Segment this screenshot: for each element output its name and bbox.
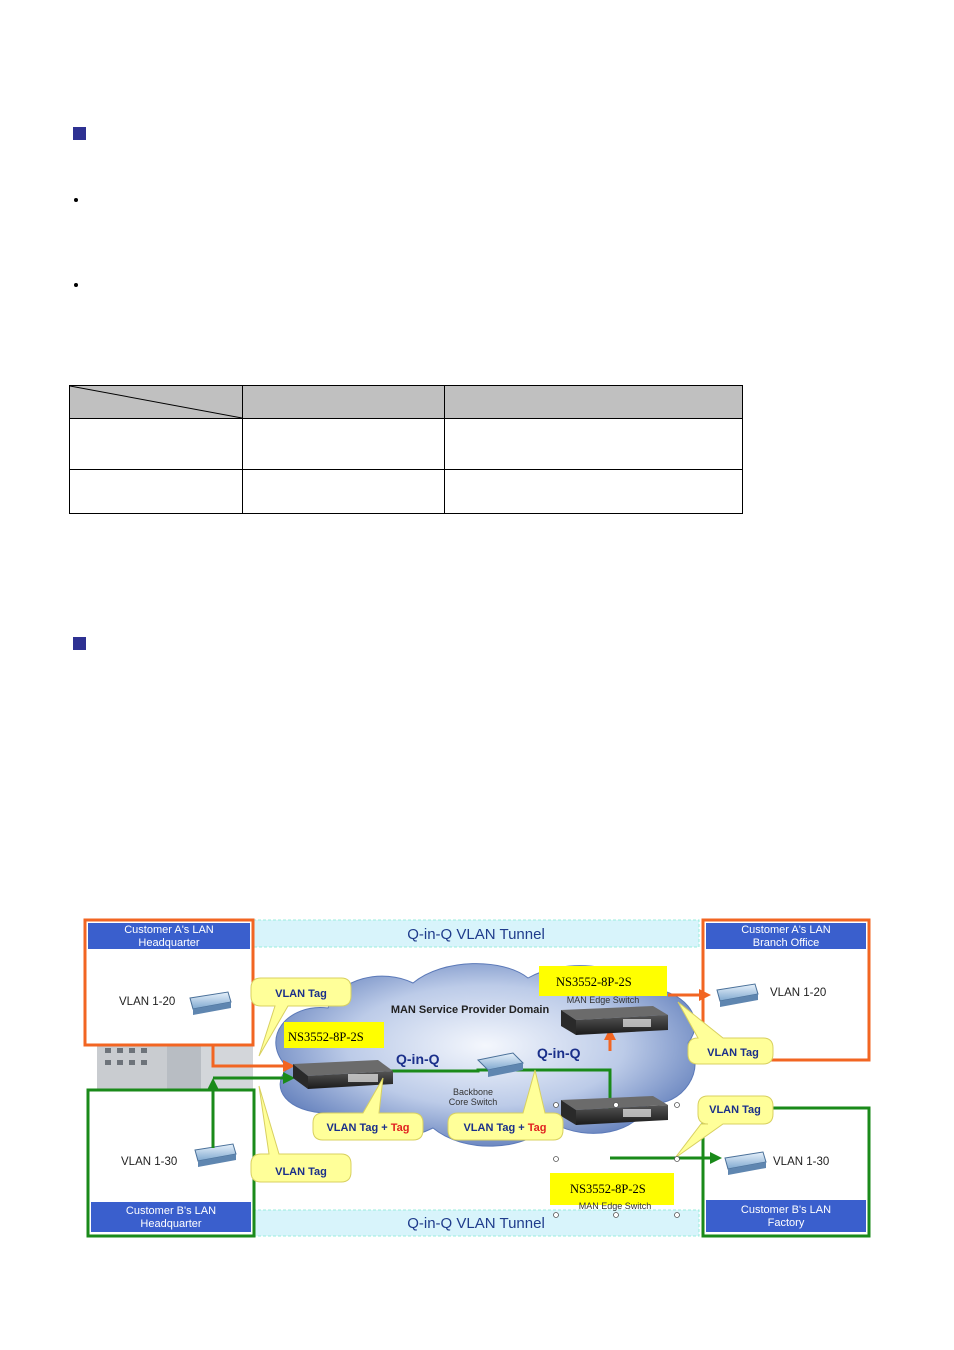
ns-switch-right-top xyxy=(561,1006,668,1035)
model-label-left: NS3552-8P-2S xyxy=(288,1030,364,1044)
edge-label-bottom: MAN Edge Switch xyxy=(578,1201,652,1211)
vlan-b-factory-label: VLAN 1-30 xyxy=(773,1156,830,1168)
domain-label: MAN Service Provider Domain xyxy=(390,1004,550,1016)
callout-text-5: VLAN Tag xyxy=(707,1047,759,1059)
customer-a-branch-label-1: Customer A's LAN xyxy=(741,924,831,936)
model-label-right-bottom: NS3552-8P-2S xyxy=(570,1182,646,1196)
customer-b-hq-label-1: Customer B's LAN xyxy=(125,1205,217,1217)
customer-a-branch-label-2: Branch Office xyxy=(752,937,820,949)
section-bullet-2 xyxy=(73,637,86,650)
tunnel-label-top: Q-in-Q VLAN Tunnel xyxy=(407,926,545,943)
callout-text-2: VLAN Tag xyxy=(275,1166,327,1178)
model-label-right-top: NS3552-8P-2S xyxy=(556,975,632,989)
table-row-1-cell-2 xyxy=(242,418,445,470)
section-bullet-1 xyxy=(73,127,86,140)
customer-a-hq-box xyxy=(85,920,253,1045)
callout-text-4: VLAN Tag + Tag xyxy=(463,1122,547,1134)
customer-a-hq-label-1: Customer A's LAN xyxy=(124,924,214,936)
table-row-1-cell-1 xyxy=(69,418,243,470)
vlan-a-hq-label: VLAN 1-20 xyxy=(119,996,176,1008)
table-row-2-cell-2 xyxy=(242,469,445,514)
config-table xyxy=(69,385,743,514)
customer-b-hq-box xyxy=(88,1090,254,1236)
list-bullet-1 xyxy=(74,198,78,202)
vlan-a-branch-label: VLAN 1-20 xyxy=(770,987,827,999)
callout-text-6: VLAN Tag xyxy=(709,1104,761,1116)
table-row-2-cell-1 xyxy=(69,469,243,514)
qinq-label-left: Q-in-Q xyxy=(396,1051,440,1067)
callout-text-1: VLAN Tag xyxy=(275,988,327,1000)
customer-b-factory-label-1: Customer B's LAN xyxy=(740,1204,832,1216)
callout-text-3: VLAN Tag + Tag xyxy=(326,1122,410,1134)
table-corner-cell xyxy=(69,385,243,419)
customer-b-factory-box xyxy=(703,1108,869,1236)
tunnel-label-bottom: Q-in-Q VLAN Tunnel xyxy=(407,1215,545,1232)
qinq-network-diagram xyxy=(83,918,871,1238)
backbone-label-1: Backbone xyxy=(452,1087,494,1097)
edge-label-top: MAN Edge Switch xyxy=(566,995,640,1005)
customer-b-factory-label-2: Factory xyxy=(767,1217,805,1229)
table-row-1-cell-3 xyxy=(444,418,743,470)
customer-b-hq-label-2: Headquarter xyxy=(140,1218,202,1230)
ns-switch-left xyxy=(293,1060,393,1089)
table-header-cell-3 xyxy=(444,385,743,419)
list-bullet-2 xyxy=(74,283,78,287)
vlan-b-hq-label: VLAN 1-30 xyxy=(121,1156,178,1168)
customer-a-hq-label-2: Headquarter xyxy=(138,937,200,949)
diagonal-line xyxy=(70,386,242,418)
table-header-cell-2 xyxy=(242,385,445,419)
ns-switch-right-bottom xyxy=(561,1096,668,1125)
table-row-2-cell-3 xyxy=(444,469,743,514)
qinq-label-right: Q-in-Q xyxy=(537,1045,581,1061)
backbone-label-2: Core Switch xyxy=(448,1097,498,1107)
